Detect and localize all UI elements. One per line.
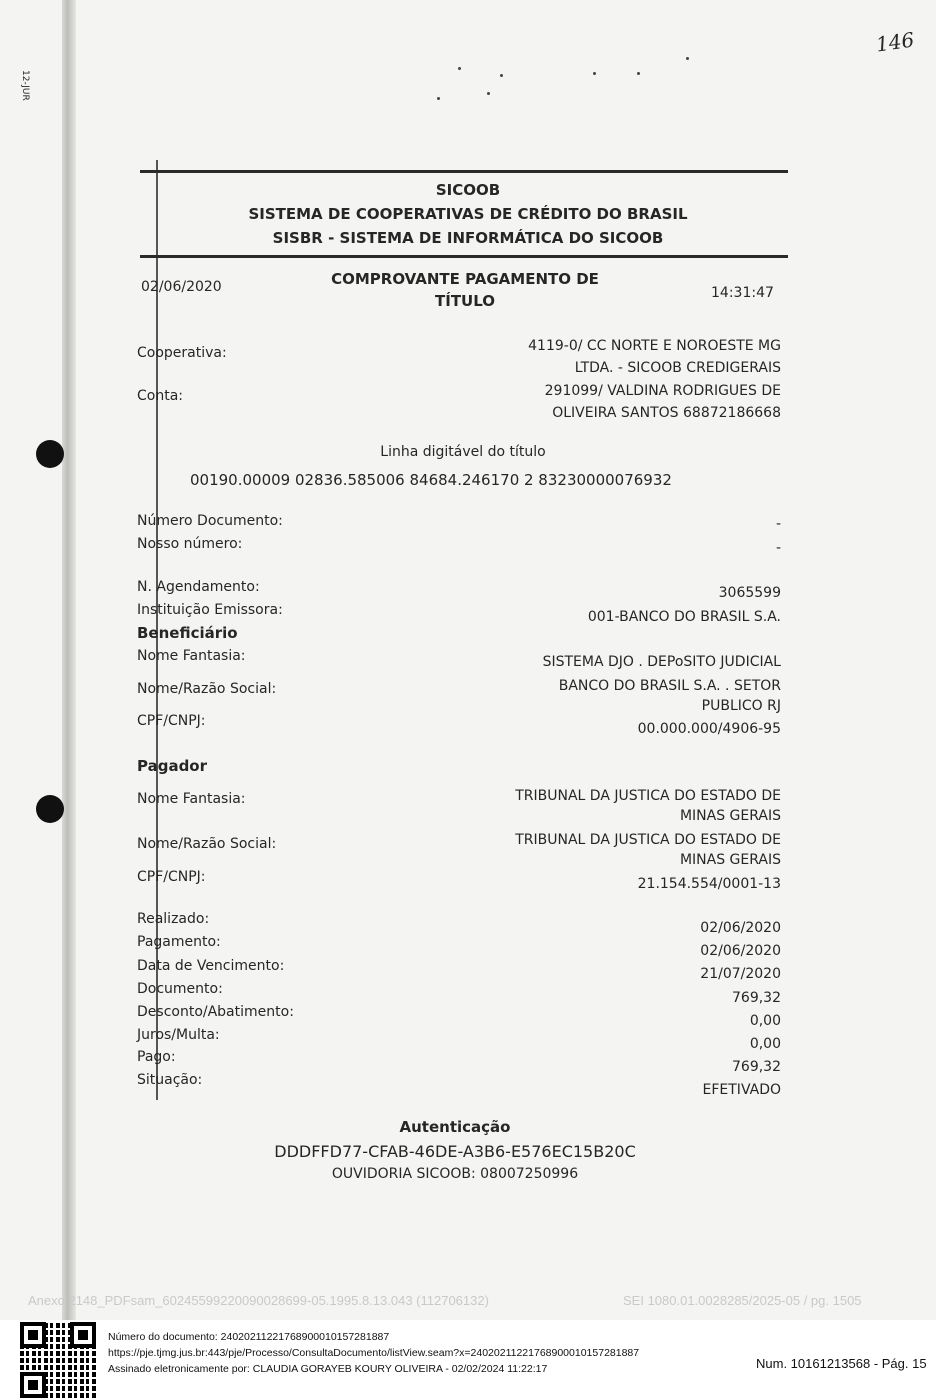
pagador-fantasia-value-2: MINAS GERAIS — [679, 808, 781, 824]
header-rule-top — [140, 170, 788, 173]
beneficiario-fantasia-label: Nome Fantasia: — [137, 648, 246, 664]
scan-speck — [686, 57, 689, 60]
nosso-numero-label: Nosso número: — [137, 536, 243, 552]
pagador-razao-label: Nome/Razão Social: — [137, 836, 277, 852]
scan-speck — [487, 92, 490, 95]
instituicao-value: 001-BANCO DO BRASIL S.A. — [587, 609, 781, 625]
situacao-value: EFETIVADO — [702, 1082, 781, 1098]
documento-valor-label: Documento: — [137, 981, 223, 997]
header-sistema: SISTEMA DE COOPERATIVAS DE CRÉDITO DO BRASIL — [248, 205, 688, 223]
scan-speck — [500, 74, 503, 77]
handwritten-page-number: 146 — [874, 27, 916, 57]
pagador-razao-value-2: MINAS GERAIS — [679, 852, 781, 868]
juros-label: Juros/Multa: — [137, 1027, 220, 1043]
header-sisbr: SISBR - SISTEMA DE INFORMÁTICA DO SICOOB — [272, 229, 664, 247]
realizado-value: 02/06/2020 — [700, 920, 781, 936]
conta-label: Conta: — [137, 388, 183, 404]
pago-label: Pago: — [137, 1049, 176, 1065]
realizado-label: Realizado: — [137, 911, 210, 927]
beneficiario-title: Beneficiário — [137, 624, 238, 642]
numero-documento-value: - — [775, 516, 781, 532]
beneficiario-razao-value-1: BANCO DO BRASIL S.A. . SETOR — [558, 678, 781, 694]
side-stamp: 12-JUR — [20, 70, 30, 101]
beneficiario-razao-label: Nome/Razão Social: — [137, 681, 277, 697]
conta-value-2: OLIVEIRA SANTOS 68872186668 — [552, 405, 781, 421]
desconto-label: Desconto/Abatimento: — [137, 1004, 294, 1020]
scan-speck — [593, 72, 596, 75]
pagamento-label: Pagamento: — [137, 934, 221, 950]
cooperativa-value-1: 4119-0/ CC NORTE E NOROESTE MG — [528, 338, 781, 354]
pagador-razao-value-1: TRIBUNAL DA JUSTICA DO ESTADO DE — [515, 832, 781, 848]
receipt-date: 02/06/2020 — [141, 279, 222, 295]
scan-speck — [637, 72, 640, 75]
header-rule-bottom — [140, 255, 788, 258]
pagador-title: Pagador — [137, 757, 208, 775]
linha-digitavel-value: 00190.00009 02836.585006 84684.246170 2 83230000076932 — [190, 471, 672, 489]
ouvidoria: OUVIDORIA SICOOB: 08007250996 — [331, 1166, 579, 1182]
nosso-numero-value: - — [775, 540, 781, 556]
agendamento-label: N. Agendamento: — [137, 579, 260, 595]
receipt-time: 14:31:47 — [711, 285, 774, 301]
cooperativa-label: Cooperativa: — [137, 345, 227, 361]
punch-hole-bottom — [36, 795, 64, 823]
autenticacao-code: DDDFFD77-CFAB-46DE-A3B6-E576EC15B20C — [274, 1142, 636, 1161]
footer-page-number: Num. 10161213568 - Pág. 15 — [756, 1356, 927, 1371]
qr-code — [20, 1322, 96, 1398]
instituicao-label: Instituição Emissora: — [137, 602, 283, 618]
linha-digitavel-label: Linha digitável do título — [380, 444, 546, 460]
beneficiario-cnpj-label: CPF/CNPJ: — [137, 713, 206, 729]
pagador-cnpj-label: CPF/CNPJ: — [137, 869, 206, 885]
vencimento-label: Data de Vencimento: — [137, 958, 285, 974]
numero-documento-label: Número Documento: — [137, 513, 283, 529]
pagador-fantasia-value-1: TRIBUNAL DA JUSTICA DO ESTADO DE — [515, 788, 781, 804]
footer-url[interactable]: https://pje.tjmg.jus.br:443/pje/Processo/ConsultaDocumento/listView.seam?x=24020211221768900010157281887 — [108, 1347, 640, 1359]
pago-value: 769,32 — [732, 1059, 781, 1075]
vencimento-value: 21/07/2020 — [700, 966, 781, 982]
footer-document-number: Número do documento: 24020211221768900010157281887 — [108, 1331, 390, 1343]
cooperativa-value-2: LTDA. - SICOOB CREDIGERAIS — [574, 360, 781, 376]
autenticacao-title: Autenticação — [399, 1118, 511, 1136]
documento-valor-value: 769,32 — [732, 990, 781, 1006]
header-sicoob: SICOOB — [435, 181, 501, 199]
footer-signature: Assinado eletronicamente por: CLAUDIA GORAYEB KOURY OLIVEIRA - 02/02/2024 11:22:17 — [108, 1363, 548, 1375]
pagamento-value: 02/06/2020 — [700, 943, 781, 959]
situacao-label: Situação: — [137, 1072, 203, 1088]
pagador-fantasia-label: Nome Fantasia: — [137, 791, 246, 807]
desconto-value: 0,00 — [749, 1013, 781, 1029]
watermark-right: SEI 1080.01.0028285/2025-05 / pg. 1505 — [623, 1293, 862, 1308]
beneficiario-cnpj-value: 00.000.000/4906-95 — [637, 721, 781, 737]
beneficiario-razao-value-2: PUBLICO RJ — [701, 698, 781, 714]
conta-value-1: 291099/ VALDINA RODRIGUES DE — [544, 383, 781, 399]
beneficiario-fantasia-value: SISTEMA DJO . DEPoSITO JUDICIAL — [542, 654, 781, 670]
scan-speck — [458, 67, 461, 70]
pagador-cnpj-value: 21.154.554/0001-13 — [637, 876, 781, 892]
juros-value: 0,00 — [749, 1036, 781, 1052]
receipt-title-line1: COMPROVANTE PAGAMENTO DE — [331, 270, 599, 288]
watermark-left: Anexo 2148_PDFsam_60245599220090028699-05.1995.8.13.043 (112706132) — [28, 1293, 489, 1308]
agendamento-value: 3065599 — [718, 585, 781, 601]
receipt-title-line2: TÍTULO — [435, 292, 495, 310]
scan-speck — [437, 97, 440, 100]
